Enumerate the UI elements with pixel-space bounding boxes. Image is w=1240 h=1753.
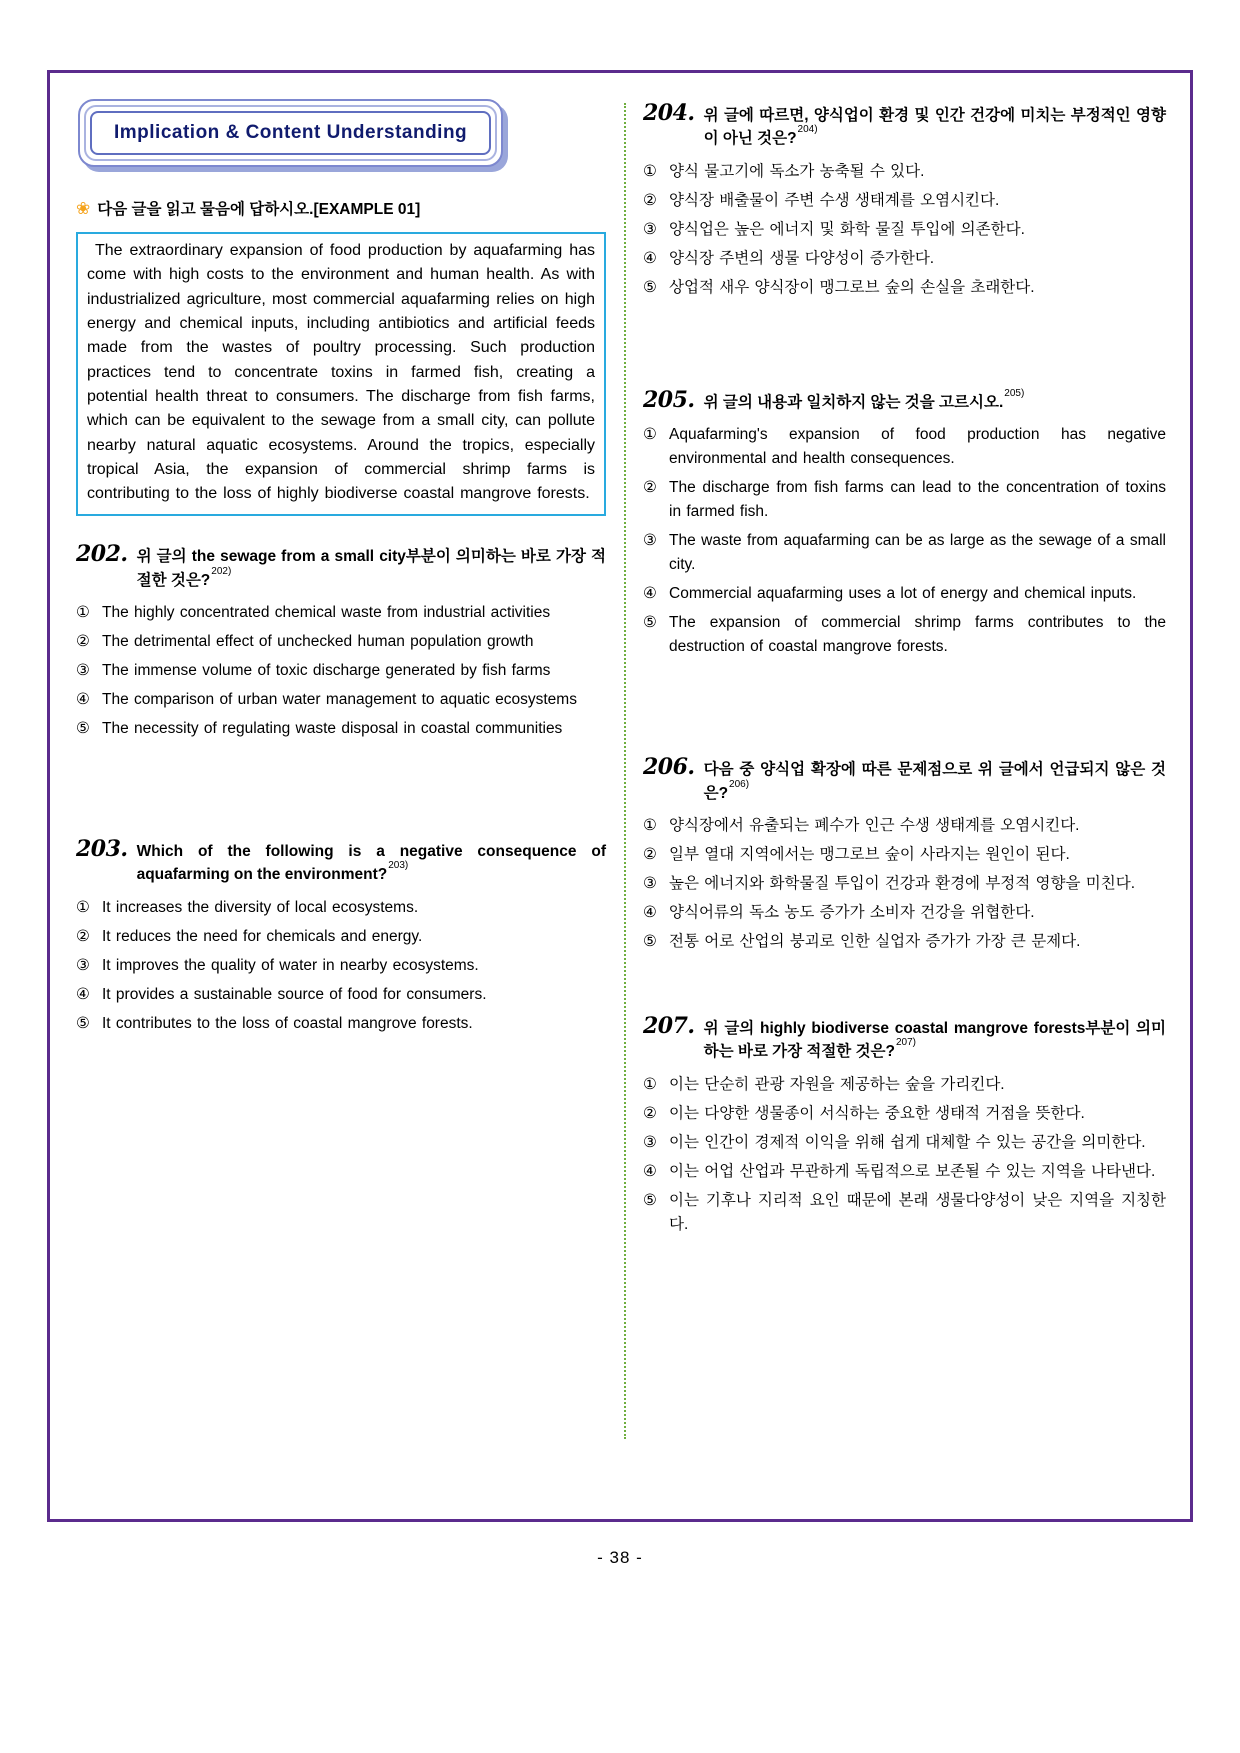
choice-text: 양식장 배출물이 주변 수생 생태계를 오염시킨다. (669, 191, 1000, 209)
choice-marker: ① (643, 426, 657, 444)
question-number: 202. (76, 541, 128, 568)
question-number: 203. (76, 836, 128, 863)
choice-text: 양식장에서 유출되는 폐수가 인근 수생 생태계를 오염시킨다. (669, 816, 1080, 834)
question-205 (643, 388, 1166, 660)
choice-text: 이는 단순히 관광 자원을 제공하는 숲을 가리킨다. (669, 1075, 1005, 1093)
choice-option (76, 601, 606, 625)
question-prompt: 위 글에 따르면, 양식업이 환경 및 인간 건강에 미치는 부정적인 영향이 아닌 것은?$^{204)}$ (703, 107, 1166, 148)
choice-option (643, 276, 1166, 300)
choice-option (643, 189, 1166, 213)
choice-text: 양식장 주변의 생물 다양성이 증가한다. (669, 249, 935, 267)
choice-marker: ② (643, 479, 657, 497)
choice-marker: ③ (643, 874, 657, 892)
choice-marker: ③ (643, 1133, 657, 1151)
choice-option (76, 1012, 606, 1036)
question-header (643, 101, 1166, 151)
choice-option (643, 218, 1166, 242)
section-title-box (78, 99, 503, 167)
question-202 (76, 542, 606, 741)
passage-box (76, 232, 606, 516)
choice-text: 이는 인간이 경제적 이익을 위해 쉽게 대체할 수 있는 공간을 의미한다. (669, 1133, 1146, 1151)
page-number: - 38 - (597, 1548, 643, 1567)
section-title: Implication & Content Understanding (90, 111, 491, 155)
choice-option (76, 717, 606, 741)
choice-marker: ⑤ (76, 720, 90, 738)
choice-marker: ④ (643, 1162, 657, 1180)
question-header (643, 388, 1166, 414)
right-column (643, 95, 1166, 1499)
choice-marker: ⑤ (76, 1014, 90, 1032)
choice-option (643, 423, 1166, 471)
choice-option (643, 1160, 1166, 1184)
choice-list (76, 896, 606, 1036)
question-ref: 202) (211, 565, 232, 577)
choice-option (643, 1189, 1166, 1237)
choice-option (643, 1102, 1166, 1126)
passage-text: The extraordinary expansion of food production by aquafarming has come with high costs to the environment and human health. As with industrialized agriculture, most commercial aquafarming relies on high energy and chemical inputs, including antibiotics and artificial feeds made from the wastes of poultry processing. Such production practices tend to concentrate toxins in farmed fish, creating a potential health threat to consumers. The discharge from fish farms, which can be equivalent to the sewage from a small city, can pollute nearby natural aquatic ecosystems. Around the tropics, especially tropical Asia, the expansion of commercial shrimp farms is contributing to the loss of highly biodiverse coastal mangrove forests. (87, 242, 595, 503)
choice-option (76, 688, 606, 712)
choice-list (643, 814, 1166, 954)
choice-option (643, 476, 1166, 524)
example-label: [EXAMPLE 01] (313, 201, 421, 218)
choice-text: The detrimental effect of unchecked human population growth (102, 633, 534, 651)
choice-option (643, 1073, 1166, 1097)
question-203 (76, 837, 606, 1036)
question-header (643, 755, 1166, 805)
choice-option (643, 930, 1166, 954)
question-prompt: 위 글의 the sewage from a small city부분이 의미하는 바로 가장 적절한 것은?$^{202)}$ (136, 548, 606, 589)
choice-marker: ④ (643, 249, 657, 267)
choice-text: 이는 기후나 지리적 요인 때문에 본래 생물다양성이 낮은 지역을 지칭한다. (669, 1191, 1166, 1233)
question-ref: 205) (1004, 387, 1025, 399)
question-ref: 207) (896, 1037, 917, 1049)
choice-text: 양식업은 높은 에너지 및 화학 물질 투입에 의존한다. (669, 220, 1025, 238)
question-ref: 203) (388, 860, 409, 872)
question-206 (643, 755, 1166, 954)
choice-marker: ⑤ (643, 1191, 657, 1209)
choice-option (643, 247, 1166, 271)
choice-marker: ② (76, 927, 90, 945)
flower-icon: ❀ (76, 198, 91, 218)
choice-text: The expansion of commercial shrimp farms contributes to the destruction of coastal mangrove forests. (669, 614, 1166, 656)
choice-text: It contributes to the loss of coastal mangrove forests. (102, 1014, 473, 1032)
question-prompt: 다음 중 양식업 확장에 따른 문제점으로 위 글에서 언급되지 않은 것은?$^{206)}$ (703, 761, 1166, 802)
choice-marker: ⑤ (643, 933, 657, 950)
choice-text: The waste from aquafarming can be as large as the sewage of a small city. (669, 532, 1166, 574)
choice-text: It increases the diversity of local ecosystems. (102, 898, 419, 916)
choice-text: 양식어류의 독소 농도 증가가 소비자 건강을 위협한다. (669, 903, 1035, 921)
choice-text: 양식 물고기에 독소가 농축될 수 있다. (669, 162, 925, 180)
question-header (76, 542, 606, 592)
choice-text: It reduces the need for chemicals and energy. (102, 927, 423, 945)
instruction-line (76, 197, 606, 219)
choice-list (643, 1073, 1166, 1237)
choice-option (76, 630, 606, 654)
question-number: 204. (643, 100, 695, 126)
choice-text: 이는 다양한 생물종이 서식하는 중요한 생태적 거점을 뜻한다. (669, 1104, 1085, 1122)
question-number: 206. (643, 754, 695, 781)
page-frame (47, 70, 1193, 1522)
choice-option (643, 611, 1166, 659)
choice-option (643, 529, 1166, 577)
choice-marker: ② (643, 1104, 657, 1122)
choice-option (643, 1131, 1166, 1155)
question-header (643, 1014, 1166, 1064)
choice-text: Aquafarming's expansion of food production has negative environmental and health consequences. (669, 426, 1166, 468)
choice-text: 높은 에너지와 화학물질 투입이 건강과 환경에 부정적 영향을 미친다. (669, 874, 1136, 892)
choice-option (643, 814, 1166, 838)
choice-marker: ③ (643, 532, 657, 550)
choice-text: It provides a sustainable source of food for consumers. (102, 985, 487, 1003)
section-title-border (84, 105, 497, 161)
choice-marker: ④ (76, 691, 90, 709)
question-header (76, 837, 606, 887)
choice-option (643, 843, 1166, 867)
question-prompt: 위 글의 내용과 일치하지 않는 것을 고르시오.$^{205)}$ (703, 387, 1025, 411)
choice-list (643, 160, 1166, 300)
question-ref: 204) (797, 124, 818, 136)
choice-marker: ⑤ (643, 278, 657, 296)
choice-marker: ① (643, 1075, 657, 1093)
choice-text: The highly concentrated chemical waste from industrial activities (102, 604, 551, 622)
question-204 (643, 101, 1166, 300)
choice-text: Commercial aquafarming uses a lot of energy and chemical inputs. (669, 585, 1137, 603)
choice-option (76, 983, 606, 1007)
choice-text: 전통 어로 산업의 붕괴로 인한 실업자 증가가 가장 큰 문제다. (669, 933, 1081, 950)
question-207 (643, 1014, 1166, 1237)
choice-marker: ① (643, 162, 657, 180)
choice-marker: ② (643, 191, 657, 209)
choice-list (76, 601, 606, 741)
choice-marker: ① (76, 604, 90, 622)
choice-marker: ① (643, 816, 657, 834)
choice-text: The discharge from fish farms can lead to the concentration of toxins in farmed fish. (669, 479, 1166, 521)
choice-marker: ④ (76, 985, 90, 1003)
choice-marker: ② (76, 633, 90, 651)
choice-marker: ⑤ (643, 614, 657, 632)
question-number: 207. (643, 1013, 695, 1040)
choice-text: The immense volume of toxic discharge generated by fish farms (102, 662, 551, 680)
choice-marker: ③ (643, 220, 657, 238)
question-prompt: Which of the following is a negative consequence of aquafarming on the environment?$^{203)}$ (136, 843, 606, 884)
choice-option (643, 872, 1166, 896)
choice-marker: ③ (76, 956, 90, 974)
instruction-text: 다음 글을 읽고 물음에 답하시오.[EXAMPLE 01] (97, 201, 421, 218)
choice-text: The comparison of urban water management to aquatic ecosystems (102, 691, 577, 709)
choice-text: 상업적 새우 양식장이 맹그로브 숲의 손실을 초래한다. (669, 278, 1035, 296)
choice-option (643, 901, 1166, 925)
choice-list (643, 423, 1166, 659)
choice-text: 이는 어업 산업과 무관하게 독립적으로 보존될 수 있는 지역을 나타낸다. (669, 1162, 1156, 1180)
choice-text: The necessity of regulating waste disposal in coastal communities (102, 720, 563, 738)
choice-text: 일부 열대 지역에서는 맹그로브 숲이 사라지는 원인이 된다. (669, 845, 1070, 863)
column-divider (624, 103, 626, 1439)
choice-option (643, 582, 1166, 606)
choice-marker: ④ (643, 903, 657, 921)
choice-marker: ② (643, 845, 657, 863)
choice-option (76, 659, 606, 683)
choice-option (76, 896, 606, 920)
choice-marker: ① (76, 898, 90, 916)
left-column (76, 95, 606, 1499)
choice-option (643, 160, 1166, 184)
choice-option (76, 925, 606, 949)
question-prompt: 위 글의 highly biodiverse coastal mangrove forests부분이 의미하는 바로 가장 적절한 것은?$^{207)}$ (703, 1020, 1166, 1061)
choice-text: It improves the quality of water in nearby ecosystems. (102, 956, 479, 974)
choice-marker: ④ (643, 585, 657, 603)
question-number: 205. (643, 386, 695, 413)
choice-option (76, 954, 606, 978)
question-ref: 206) (729, 778, 750, 790)
choice-marker: ③ (76, 662, 90, 680)
